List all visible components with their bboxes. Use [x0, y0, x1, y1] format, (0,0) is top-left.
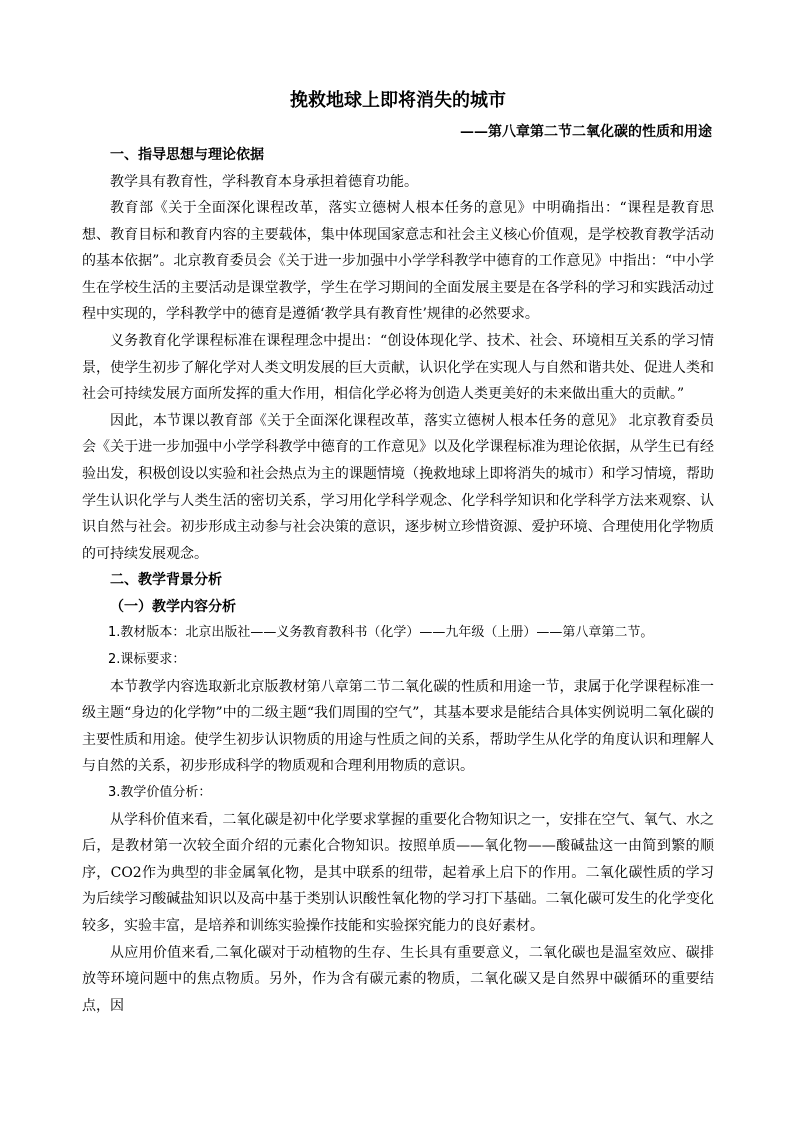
paragraph: 从应用价值来看,二氧化碳对于动植物的生存、生长具有重要意义，二氧化碳也是温室效应、碳排放等环境问题中的焦点物质。另外，作为含有碳元素的物质，二氧化碳又是自然界中碳循环的重要结点，因	[82, 944, 714, 1014]
document-page	[82, 88, 714, 1019]
document-subtitle: ——第八章第二节二氧化碳的性质和用途	[460, 124, 712, 140]
section-heading-2: 二、教学背景分析	[110, 572, 222, 589]
list-item-teaching-value: 3.教学价值分析：	[108, 784, 212, 800]
list-item-textbook-version: 1.教材版本：北京出版社——义务教育教科书（化学）——九年级（上册）——第八章第二节。	[108, 625, 654, 641]
document-title: 挽救地球上即将消失的城市	[290, 90, 506, 111]
paragraph: 教育部《关于全面深化课程改革，落实立德树人根本任务的意见》中明确指出：“课程是教育思想、教育目标和教育内容的主要载体，集中体现国家意志和社会主义核心价值观，是学校教育教学活动的基本依据”。北京教育委员会《关于进一步加强中小学学科教学中德育的工作意见》中指出：“中小学生在学校生活的主要活动是课堂教学，学生在学习期间的全面发展主要是在各学科的学习和实践活动过程中实现的，学科教学中的德育是遵循‘教学具有教育性’规律的必然要求。	[82, 200, 714, 323]
subsection-heading-1: （一）教学内容分析	[110, 598, 236, 615]
paragraph: 教学具有教育性，学科教育本身承担着德育功能。	[110, 173, 418, 190]
paragraph: 因此，本节课以教育部《关于全面深化课程改革，落实立德树人根本任务的意见》 北京教育委员会《关于进一步加强中小学学科教学中德育的工作意见》以及化学课程标准为理论依据，从学生已有经验出发，积极创设以实验和社会热点为主的课题情境（挽救地球上即将消失的城市）和学习情境，帮助学生认识化学与人类生活的密切关系，学习用化学科学观念、化学科学知识和化学科学方法来观察、认识自然与社会。初步形成主动参与社会决策的意识，逐步树立珍惜资源、爱护环境、合理使用化学物质的可持续发展观念。	[82, 412, 714, 562]
paragraph: 义务教育化学课程标准在课程理念中提出：“创设体现化学、技术、社会、环境相互关系的学习情景，使学生初步了解化学对人类文明发展的巨大贡献，认识化学在实现人与自然和谐共处、促进人类和社会可持续发展方面所发挥的重大作用，相信化学必将为创造人类更美好的未来做出重大的贡献。”	[82, 333, 714, 403]
paragraph: 本节教学内容选取新北京版教材第八章第二节二氧化碳的性质和用途一节，隶属于化学课程标准一级主题“身边的化学物”中的二级主题“我们周围的空气”，其基本要求是能结合具体实例说明二氧化碳的主要性质和用途。使学生初步认识物质的用途与性质之间的关系，帮助学生从化学的角度认识和理解人与自然的关系，初步形成科学的物质观和合理利用物质的意识。	[82, 678, 714, 775]
section-heading-1: 一、指导思想与理论依据	[110, 147, 264, 163]
list-item-curriculum-requirement: 2.课标要求：	[108, 652, 186, 667]
paragraph: 从学科价值来看，二氧化碳是初中化学要求掌握的重要化合物知识之一，安排在空气、氧气、水之后，是教材第一次较全面介绍的元素化合物知识。按照单质——氧化物——酸碱盐这一由简到繁的顺序，CO2作为典型的非金属氧化物，是其中联系的纽带，起着承上启下的作用。二氧化碳性质的学习为后续学习酸碱盐知识以及高中基于类别认识酸性氧化物的学习打下基础。二氧化碳可发生的化学变化较多，实验丰富，是培养和训练实验操作技能和实验探究能力的良好素材。	[82, 811, 714, 934]
